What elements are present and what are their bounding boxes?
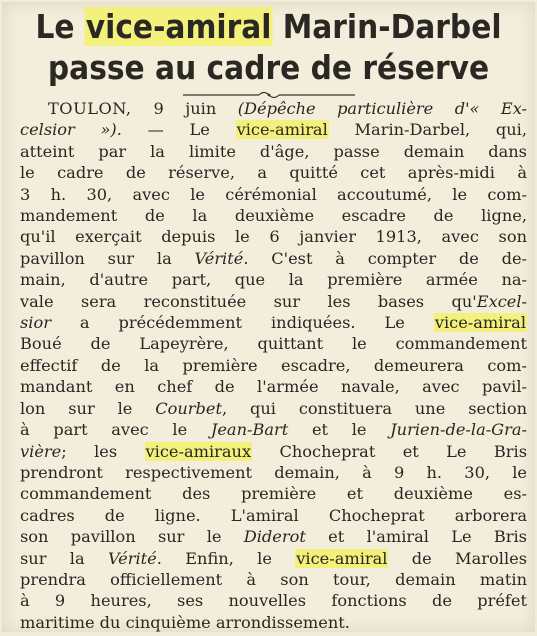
text-run: cadres de ligne. L'amiral Chocheprat arborera	[20, 505, 527, 525]
article-line	[20, 376, 527, 397]
italic-text: Jurien-de-la-Gra-	[390, 420, 527, 440]
article-line	[20, 291, 527, 312]
article-line	[20, 205, 527, 226]
text-run: . Enfin, le	[156, 548, 296, 568]
text-run: 9 juin	[153, 99, 238, 118]
article-line	[20, 269, 527, 290]
article-line	[20, 226, 527, 247]
text-run: 3 h. 30, avec le cérémonial accoutumé, le com-	[20, 184, 527, 204]
article-line	[20, 548, 527, 569]
text-run: mandant en chef de l'armée navale, avec pavil-	[20, 377, 527, 397]
headline	[29, 2, 509, 88]
text-run: le cadre de réserve, a quitté cet après-midi à	[20, 163, 527, 183]
italic-text: sior	[20, 313, 51, 333]
text-run: atteint par la limite d'âge, passe demain dans	[20, 141, 527, 161]
text-run: son pavillon sur le	[20, 527, 244, 547]
headline-prefix: Le	[35, 7, 85, 46]
text-run: à 9 heures, ses nouvelles fonctions de préfet	[20, 591, 527, 611]
text-run: main, d'autre part, que la première armée na-	[20, 270, 527, 290]
article-line	[20, 248, 527, 269]
newspaper-clipping	[2, 2, 535, 632]
article-body	[20, 98, 527, 632]
article-line	[20, 355, 527, 376]
italic-text: celsior »).	[20, 120, 122, 140]
article-line	[20, 333, 527, 354]
text-run: vale sera reconstituée sur les bases qu'	[20, 291, 477, 311]
italic-text: (Dépêche particulière d'« Ex-	[237, 99, 528, 118]
text-run: prendront respectivement demain, à 9 h. 30, le	[20, 462, 527, 482]
italic-text: Vérité	[194, 248, 244, 268]
text-run: a précédemment indiquées. Le	[50, 313, 434, 333]
italic-text: vière	[20, 441, 62, 461]
article-line	[20, 441, 527, 462]
headline-suffix: Marin-Darbel	[272, 7, 502, 46]
article-line	[20, 505, 527, 526]
highlighted-term: vice-amiral	[296, 548, 388, 568]
article-line	[20, 483, 527, 504]
article-line	[20, 98, 527, 119]
text-run: qu'il exerçait depuis le 6 janvier 1913, avec son	[20, 227, 527, 247]
italic-text: Diderot	[243, 527, 306, 547]
text-run: de Marolles	[388, 548, 528, 568]
text-run: ; les	[61, 441, 145, 461]
article-line	[20, 419, 527, 440]
italic-text: Jean-Bart	[210, 420, 289, 440]
text-run: prendra officiellement à son tour, demain matin	[20, 569, 527, 589]
article-line	[20, 162, 527, 183]
article-line	[20, 184, 527, 205]
text-run: pavillon sur la	[20, 248, 195, 268]
italic-text: Courbet	[155, 398, 222, 418]
headline-line-1	[29, 6, 509, 47]
dateline: TOULON,	[48, 99, 154, 118]
article-line	[20, 312, 527, 333]
text-run: à part avec le	[20, 420, 211, 440]
article-line	[20, 398, 527, 419]
article-line	[20, 590, 527, 611]
article-line	[20, 612, 527, 632]
text-run: . C'est à compter de de-	[243, 248, 527, 268]
text-run: Marin-Darbel, qui,	[328, 120, 527, 140]
headline-line-2: passe au cadre de réserve	[47, 48, 490, 87]
text-run: , qui constituera une section	[221, 398, 527, 418]
text-run: maritime du cinquième arrondissement.	[20, 612, 350, 632]
article-line	[20, 141, 527, 162]
text-run: Boué de Lapeyrère, quittant le commandement	[20, 334, 527, 354]
text-run: commandement des première et deuxième es-	[20, 484, 527, 504]
text-run: sur la	[20, 548, 108, 568]
italic-text: Excel-	[476, 291, 527, 311]
text-run: effectif de la première escadre, demeurera com-	[20, 355, 527, 375]
article-line	[20, 526, 527, 547]
text-run: lon sur le	[20, 398, 156, 418]
text-run: et l'amiral Le Bris	[305, 527, 527, 547]
text-run: — Le	[121, 120, 236, 140]
article-line	[20, 569, 527, 590]
text-run: Chocheprat et Le Bris	[252, 441, 528, 461]
text-run: et le	[288, 420, 391, 440]
italic-text: Vérité	[107, 548, 157, 568]
headline-highlight: vice-amiral	[85, 7, 272, 46]
highlighted-term: vice-amiral	[434, 313, 526, 333]
highlighted-term: vice-amiraux	[145, 441, 252, 461]
text-run: mandement de la deuxième escadre de ligne,	[20, 206, 527, 226]
article-line	[20, 462, 527, 483]
highlighted-term: vice-amiral	[236, 120, 328, 140]
article-line	[20, 119, 527, 140]
